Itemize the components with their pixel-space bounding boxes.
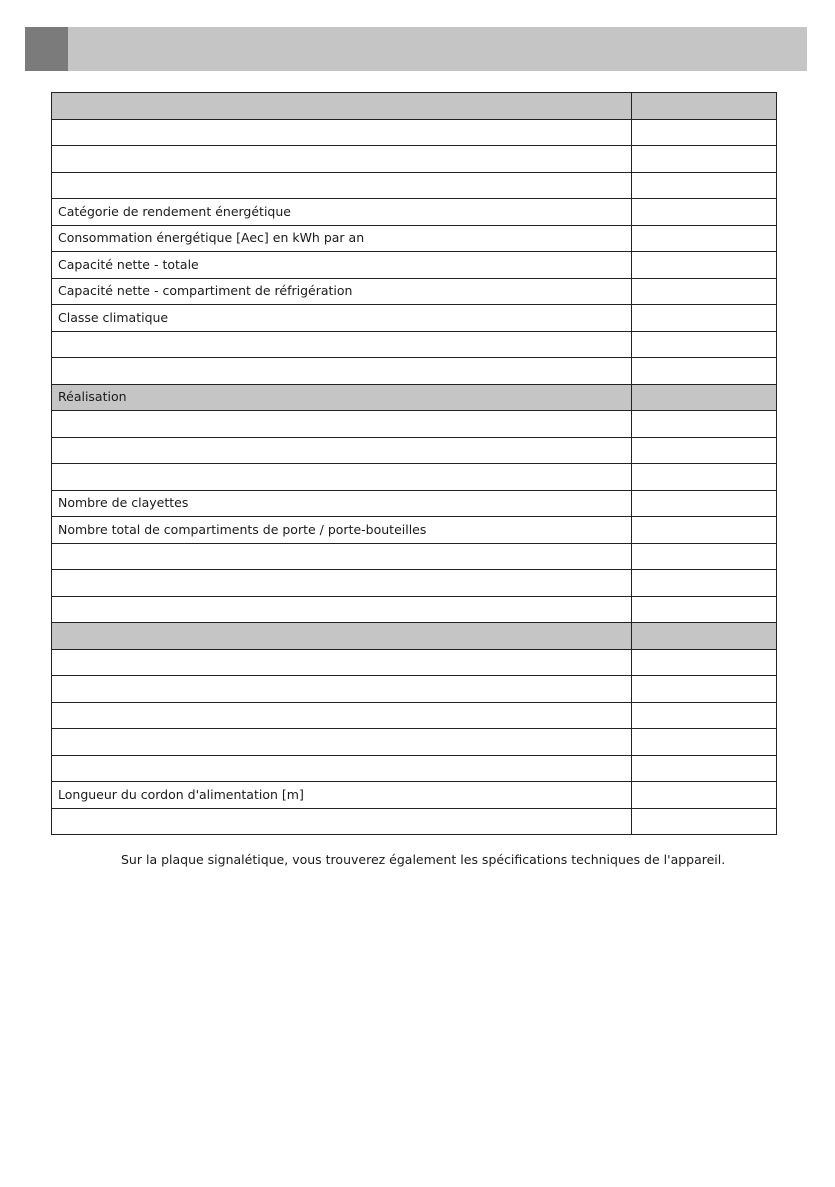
spec-value-cell — [632, 596, 777, 623]
spec-label-cell: Catégorie de rendement énergétique — [52, 199, 632, 226]
spec-value-cell — [632, 676, 777, 703]
spec-value-cell — [632, 649, 777, 676]
table-row — [52, 278, 777, 305]
spec-label-cell — [52, 146, 632, 173]
table-section-row — [52, 93, 777, 120]
spec-label-cell: Nombre de clayettes — [52, 490, 632, 517]
spec-label-cell — [52, 437, 632, 464]
section-heading-cell — [52, 93, 632, 120]
spec-value-cell — [632, 119, 777, 146]
spec-label-cell — [52, 755, 632, 782]
spec-label-cell: Classe climatique — [52, 305, 632, 332]
spec-value-cell — [632, 199, 777, 226]
section-value-cell — [632, 93, 777, 120]
table-row — [52, 146, 777, 173]
spec-value-cell — [632, 755, 777, 782]
spec-value-cell — [632, 729, 777, 756]
spec-value-cell — [632, 331, 777, 358]
spec-label-cell — [52, 596, 632, 623]
spec-value-cell — [632, 464, 777, 491]
spec-value-cell — [632, 278, 777, 305]
table-row — [52, 782, 777, 809]
spec-label-cell: Longueur du cordon d'alimentation [m] — [52, 782, 632, 809]
table-row — [52, 676, 777, 703]
table-row — [52, 437, 777, 464]
spec-label-cell — [52, 119, 632, 146]
spec-value-cell — [632, 702, 777, 729]
spec-value-cell — [632, 225, 777, 252]
spec-label-cell — [52, 729, 632, 756]
spec-value-cell — [632, 517, 777, 544]
table-row — [52, 596, 777, 623]
spec-label-cell — [52, 358, 632, 385]
table-row — [52, 649, 777, 676]
table-row — [52, 464, 777, 491]
spec-value-cell — [632, 172, 777, 199]
table-row — [52, 755, 777, 782]
spec-label-cell — [52, 808, 632, 835]
specifications-table — [51, 92, 777, 835]
table-section-row — [52, 623, 777, 650]
spec-value-cell — [632, 305, 777, 332]
spec-label-cell — [52, 649, 632, 676]
table-row — [52, 358, 777, 385]
table-row — [52, 490, 777, 517]
spec-label-cell — [52, 464, 632, 491]
spec-label-cell: Consommation énergétique [Aec] en kWh par an — [52, 225, 632, 252]
spec-value-cell — [632, 490, 777, 517]
spec-label-cell: Nombre total de compartiments de porte / porte-bouteilles — [52, 517, 632, 544]
page-header-bar — [25, 27, 807, 71]
section-heading-cell: Réalisation — [52, 384, 632, 411]
table-row — [52, 172, 777, 199]
table-row — [52, 517, 777, 544]
spec-label-cell — [52, 676, 632, 703]
spec-value-cell — [632, 543, 777, 570]
table-row — [52, 225, 777, 252]
table-row — [52, 729, 777, 756]
table-row — [52, 119, 777, 146]
header-marker-square — [25, 27, 68, 71]
spec-label-cell — [52, 543, 632, 570]
table-section-row — [52, 384, 777, 411]
table-row — [52, 808, 777, 835]
table-row — [52, 199, 777, 226]
spec-value-cell — [632, 146, 777, 173]
spec-value-cell — [632, 808, 777, 835]
spec-label-cell — [52, 331, 632, 358]
specifications-table-body — [52, 93, 777, 835]
section-heading-cell — [52, 623, 632, 650]
table-row — [52, 411, 777, 438]
spec-value-cell — [632, 411, 777, 438]
section-value-cell — [632, 384, 777, 411]
spec-label-cell — [52, 172, 632, 199]
table-row — [52, 305, 777, 332]
spec-value-cell — [632, 437, 777, 464]
spec-label-cell: Capacité nette - compartiment de réfrigération — [52, 278, 632, 305]
spec-label-cell — [52, 702, 632, 729]
section-value-cell — [632, 623, 777, 650]
spec-value-cell — [632, 570, 777, 597]
spec-label-cell — [52, 411, 632, 438]
spec-value-cell — [632, 358, 777, 385]
table-row — [52, 543, 777, 570]
spec-label-cell — [52, 570, 632, 597]
table-row — [52, 331, 777, 358]
spec-value-cell — [632, 782, 777, 809]
spec-value-cell — [632, 252, 777, 279]
table-row — [52, 252, 777, 279]
spec-label-cell: Capacité nette - totale — [52, 252, 632, 279]
footnote-text: Sur la plaque signalétique, vous trouverez également les spécifications techniques de l'appareil. — [121, 852, 726, 867]
table-row — [52, 702, 777, 729]
table-row — [52, 570, 777, 597]
